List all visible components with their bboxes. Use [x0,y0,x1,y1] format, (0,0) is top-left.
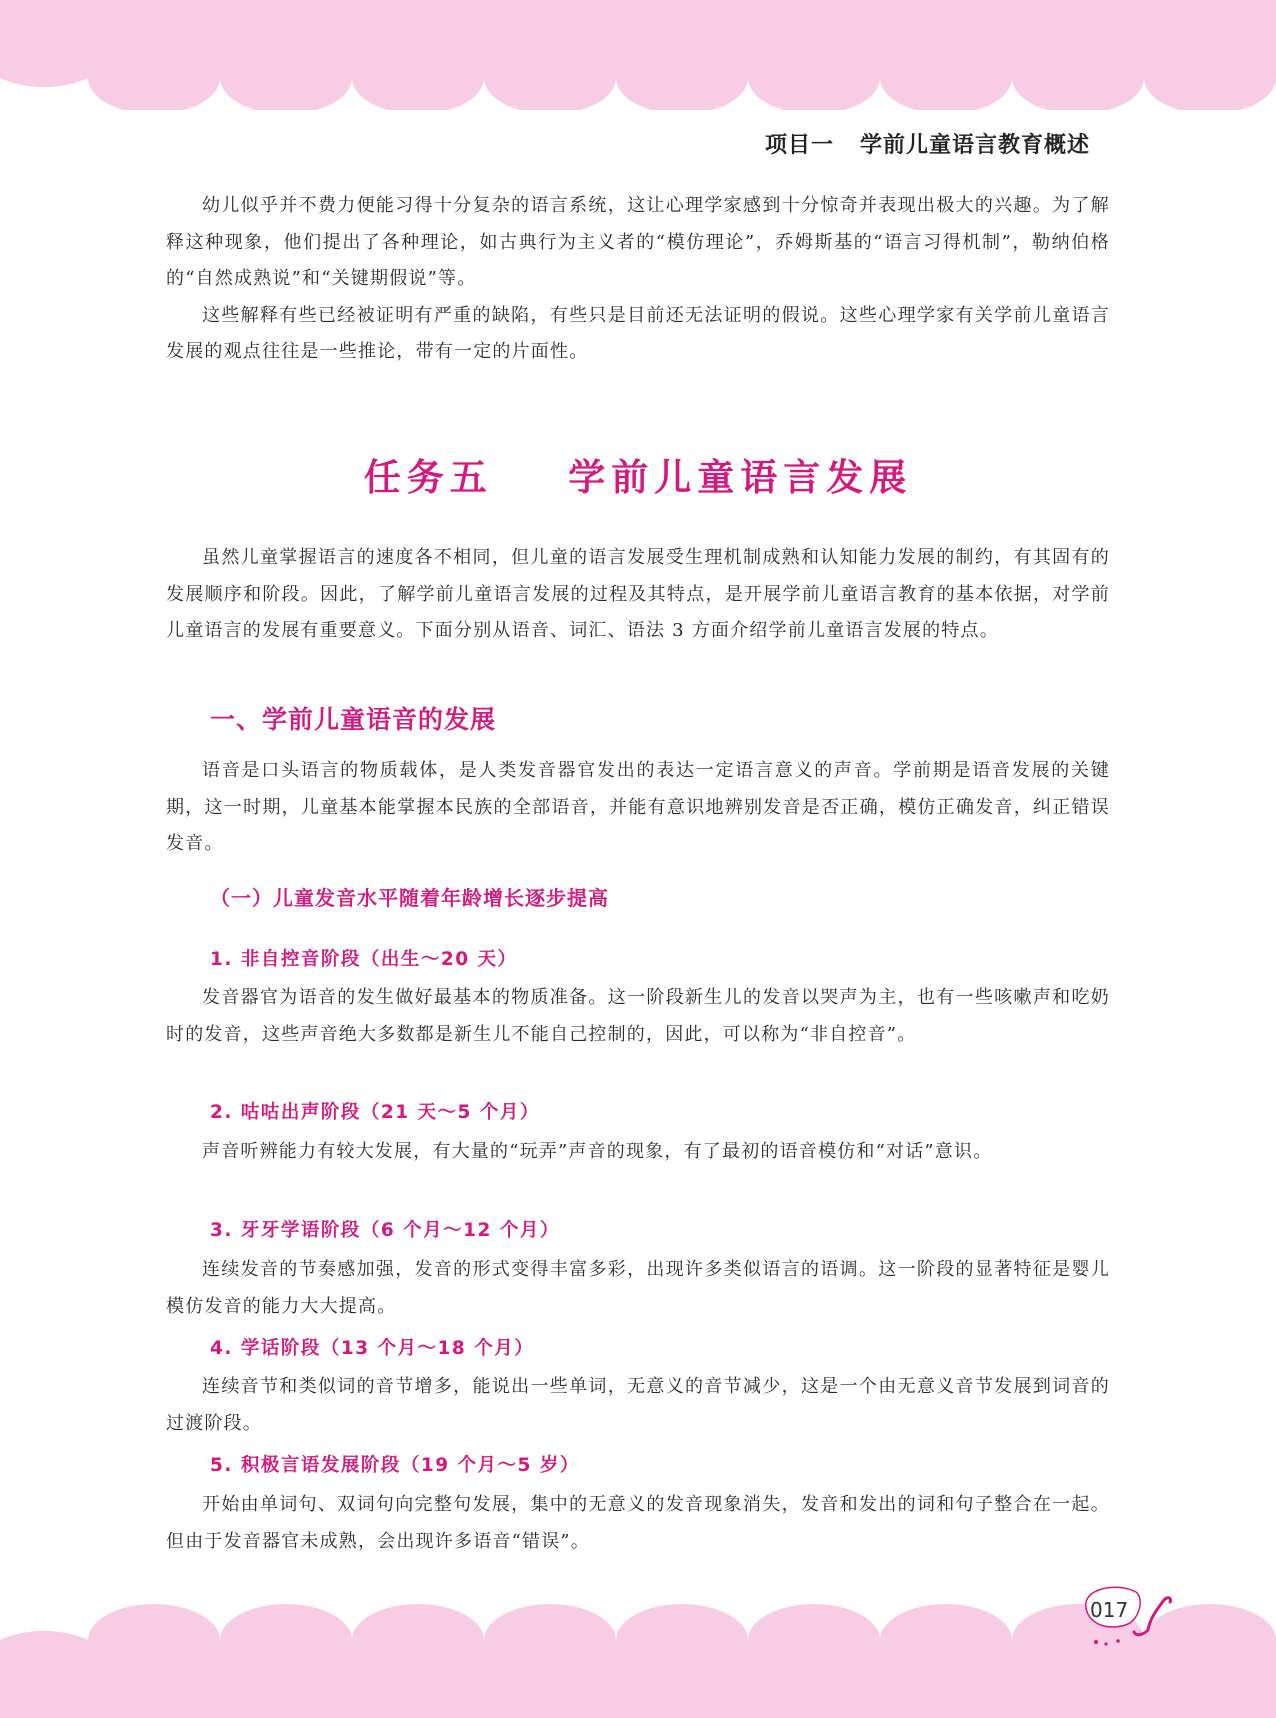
stage-paragraph: 开始由单词句、双词句向完整句发展，集中的无意义的发音现象消失，发音和发出的词和句子整合在一起。但由于发音器官未成熟，会出现许多语音“错误”。 [166,1494,1110,1552]
intro-paragraph: 幼儿似乎并不费力便能习得十分复杂的语言系统，这让心理学家感到十分惊奇并表现出极大的兴趣。为了解释这种现象，他们提出了各种理论，如古典行为主义者的“模仿理论”，乔姆斯基的“语言习得机制”，勒纳伯格的“自然成熟说”和“关键期假说”等。 [166,195,1110,289]
stage-paragraph: 连续音节和类似词的音节增多，能说出一些单词，无意义的音节减少，这是一个由无意义音节发展到词音的过渡阶段。 [166,1376,1110,1434]
running-header: 项目一 学前儿童语言教育概述 [765,133,1090,158]
section-paragraph: 语音是口头语言的物质载体，是人类发音器官发出的表达一定语言意义的声音。学前期是语音发展的关键期，这一时期，儿童基本能掌握本民族的全部语音，并能有意识地辨别发音是否正确，模仿正确发音，纠正错误发音。 [166,760,1110,854]
task-intro-paragraph: 虽然儿童掌握语言的速度各不相同，但儿童的语言发展受生理机制成熟和认知能力发展的制约，有其固有的发展顺序和阶段。因此，了解学前儿童语言发展的过程及其特点，是开展学前儿童语言教育的基本依据，对学前儿童语言的发展有重要意义。下面分别从语音、词汇、语法 3 方面介绍学前儿童语言发展的特点。 [166,547,1110,641]
stage-paragraph: 发音器官为语音的发生做好最基本的物质准备。这一阶段新生儿的发音以哭声为主，也有一些咳嗽声和吃奶时的发音，这些声音绝大多数都是新生儿不能自己控制的，因此，可以称为“非自控音”。 [166,987,1110,1045]
page-number: 017 [1090,1598,1129,1622]
stage-body [166,980,1110,1053]
stage-title: 1. 非自控音阶段（出生～20 天） [210,949,518,970]
subsection-heading: （一）儿童发音水平随着年龄增长逐步提高 [210,886,609,910]
stage-paragraph: 连续发音的节奏感加强，发音的形式变得丰富多彩，出现许多类似语言的语调。这一阶段的显著特征是婴儿模仿发音的能力大大提高。 [166,1259,1110,1317]
task-title: 任务五 学前儿童语言发展 [363,456,913,499]
stage-title: 2. 咕咕出声阶段（21 天～5 个月） [210,1102,540,1123]
stage-title: 3. 牙牙学语阶段（6 个月～12 个月） [210,1220,560,1241]
stage-paragraph: 声音听辨能力有较大发展，有大量的“玩弄”声音的现象，有了最初的语音模仿和“对话”意识。 [202,1141,993,1162]
stage-body [166,1487,1110,1560]
intro-block [166,188,1110,371]
intro-paragraph: 这些解释有些已经被证明有严重的缺陷，有些只是目前还无法证明的假说。这些心理学家有关学前儿童语言发展的观点往往是一些推论，带有一定的片面性。 [166,304,1110,362]
stage-title: 5. 积极言语发展阶段（19 个月～5 岁） [210,1455,580,1476]
stage-body [166,1369,1110,1442]
stage-body [166,1252,1110,1325]
section-body-block [166,753,1110,863]
stage-title: 4. 学话阶段（13 个月～18 个月） [210,1338,535,1359]
stage-body [166,1134,1110,1171]
task-intro-block [166,540,1110,650]
section-heading: 一、学前儿童语音的发展 [210,705,497,734]
top-scalloped-border [0,0,1276,110]
